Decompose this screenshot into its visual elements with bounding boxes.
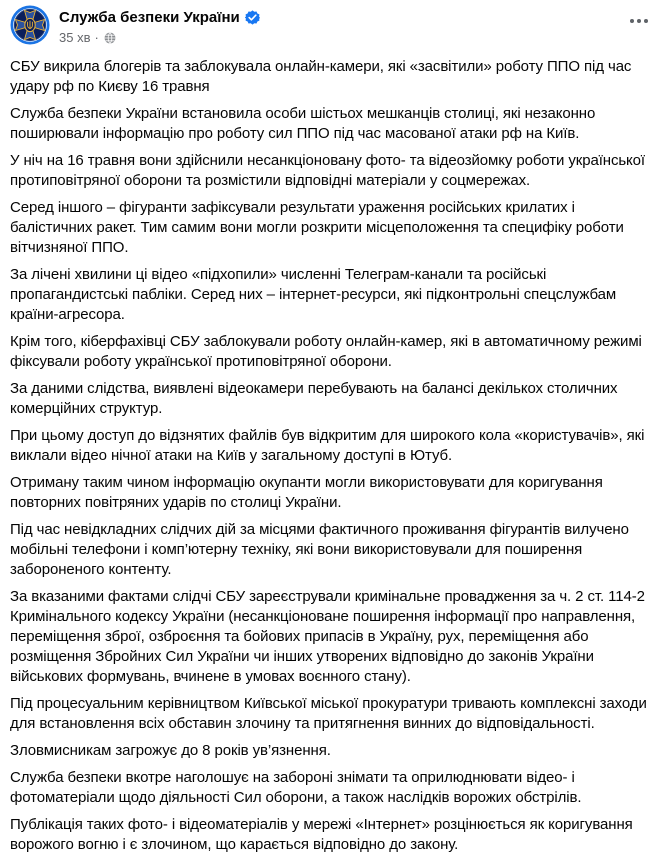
post-header-meta	[59, 5, 624, 46]
post-paragraph: За вказаними фактами слідчі СБУ зареєстрували кримінальне провадження за ч. 2 ст. 114-2 Кримінального кодексу України (несанкціоноване поширення інформації про направлення, переміщення зброї, озброєння та бойових припасів в Україну, рух, переміщення або розміщення Збройних Сил України чи інших утворених відповідно до законів України військових формувань, вчинене в умовах воєнного стану).	[10, 588, 649, 685]
post-paragraph: При цьому доступ до відзнятих файлів був відкритим для широкого кола «користувачів», які виклали відео нічної атаки на Київ у загальному доступі в Ютуб.	[10, 427, 649, 464]
verified-badge-icon	[245, 10, 260, 25]
sbu-emblem-icon	[10, 5, 50, 45]
post-header	[10, 0, 654, 46]
post-paragraph: Служба безпеки України встановила особи шістьох мешканців столиці, які незаконно поширювали інформацію про роботу сил ППО під час масованої атаки рф на Київ.	[10, 105, 600, 142]
post-paragraph: Отриману таким чином інформацію окупанти могли використовувати для коригування повторних повітряних ударів по столиці України.	[10, 474, 607, 511]
post-text	[10, 57, 654, 855]
meta-separator: ·	[94, 30, 99, 45]
post-paragraph: За даними слідства, виявлені відеокамери перебувають на балансі декількох столичних комерційних структур.	[10, 380, 622, 417]
page-name-link[interactable]: Служба безпеки України	[59, 9, 240, 26]
ellipsis-icon	[630, 19, 648, 23]
post-paragraph: Публікація таких фото- і відеоматеріалів у мережі «Інтернет» розцінюється як коригування ворожого вогню і є злочином, що карається відповідно до закону.	[10, 816, 637, 853]
more-options-button[interactable]	[624, 5, 654, 31]
post-paragraph: Під процесуальним керівництвом Київської міської прокуратури тривають комплексні заходи для встановлення всіх обставин злочину та притягнення винних до відповідальності.	[10, 695, 651, 732]
audience-globe-icon	[104, 32, 116, 44]
timestamp-link[interactable]: 35 хв	[59, 30, 91, 45]
post-paragraph: За лічені хвилини ці відео «підхопили» численні Телеграм-канали та російські пропагандистські пабліки. Серед них – інтернет-ресурси, які підконтрольні спецслужбам країни-агресора.	[10, 266, 621, 323]
page-name-row	[59, 8, 624, 27]
post-paragraph: Під час невідкладних слідчих дій за місцями фактичного проживання фігурантів вилучено мобільні телефони і комп’ютерну техніку, які вони використовували для поширення забороненого контенту.	[10, 521, 633, 578]
post-paragraph: СБУ викрила блогерів та заблокувала онлайн-камери, які «засвітили» роботу ППО під час удару рф по Києву 16 травня	[10, 58, 636, 95]
post-paragraph: Серед іншого – фігуранти зафіксували результати ураження російських крилатих і балістичних ракет. Тим самим вони могли розкрити місцеположення та специфіку роботи вітчизняної ППО.	[10, 199, 628, 256]
post-paragraph: Зловмисникам загрожує до 8 років ув’язнення.	[10, 742, 331, 759]
post-paragraph: Служба безпеки вкотре наголошує на забороні знімати та оприлюднювати відео- і фотоматеріали щодо діяльності Сил оборони, а також наслідків ворожих обстрілів.	[10, 769, 582, 806]
page-avatar[interactable]	[10, 5, 50, 45]
post-paragraph: Крім того, кіберфахівці СБУ заблокували роботу онлайн-камер, які в автоматичному режимі фіксували роботу української протиповітряної оборони.	[10, 333, 646, 370]
post-meta-row	[59, 30, 624, 46]
post-paragraph: У ніч на 16 травня вони здійснили несанкціоновану фото- та відеозйомку роботи української протиповітряної оборони та розмістили відповідні матеріали у соцмережах.	[10, 152, 650, 189]
